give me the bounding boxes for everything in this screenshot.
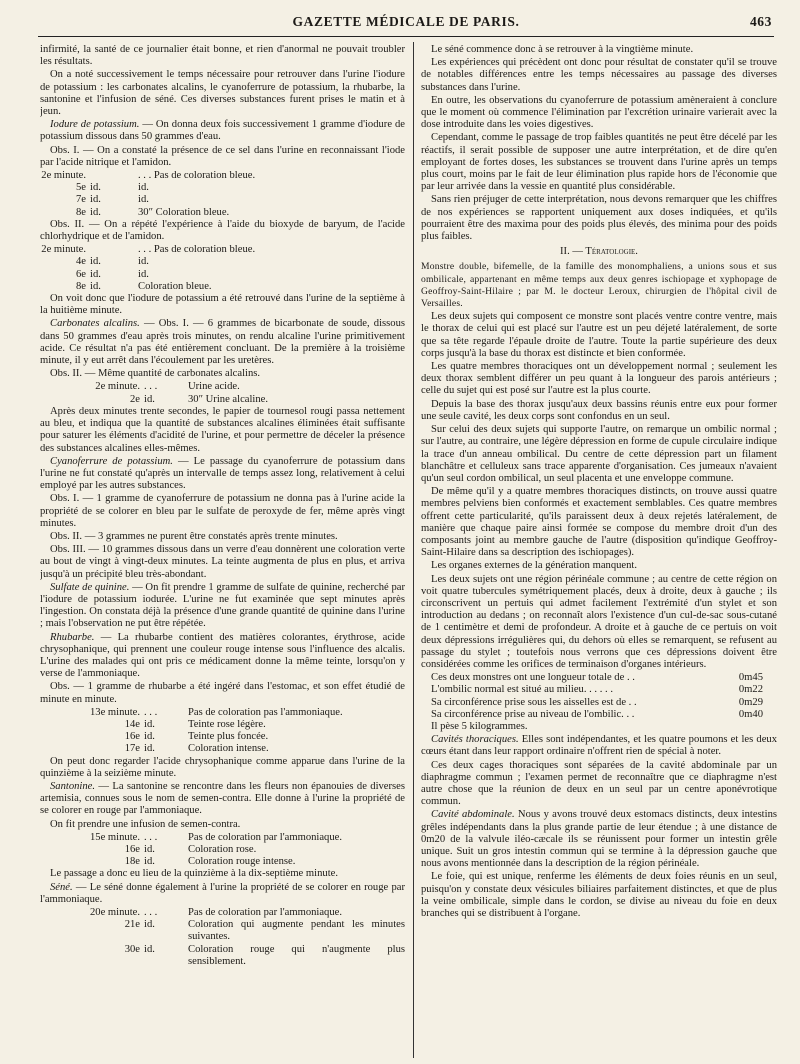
- observation-cell: . . .: [144, 381, 158, 393]
- paragraph-text: Monstre double, bifemelle, de la famille des monomphaliens, a unions sous et sus ombilicale, appartenant en même temps aux deux genres ischiopage et xyphopage de Geoffroy-Saint-Hilaire ; par M. le docteur Leroux, chirurgien de l'hôpital civil de Versailles.: [421, 261, 777, 310]
- paragraph-text: Les organes externes de la génération manquent.: [431, 560, 638, 572]
- section-heading: Sulfate de quinine.: [50, 581, 130, 593]
- observation-row: [40, 907, 405, 919]
- measurement-row: [421, 684, 777, 696]
- paragraph: [421, 261, 777, 310]
- observation-row: [40, 919, 405, 943]
- observation-cell: id.: [144, 856, 155, 868]
- section-heading: Carbonates alcalins.: [50, 318, 140, 330]
- observation-row: [40, 719, 405, 731]
- paragraph: [40, 681, 405, 705]
- paragraph-text: Obs. I. — On a constaté la présence de ce sel dans l'urine en reconnaissant l'iode par l'acide nitrique et l'amidon.: [40, 144, 405, 168]
- paragraph-text: Cependant, comme le passage de trop faibles quantités ne peut être décelé par les réactifs, il serait possible de supposer une autre interprétation, et de dire qu'en employant de fortes doses, les substances se trouvent dans l'urine après un temps plus court, moins par le fait de leur élimination plus rapide hors de l'économie que par leur arrivée dans la vessie en quantité plus considérable.: [421, 132, 777, 193]
- paragraph: [40, 632, 405, 681]
- observation-cell: 2e minute.: [41, 244, 86, 256]
- measurement-row: [421, 672, 777, 684]
- paragraph-text: Obs. II. — 3 grammes ne purent être constatés après trente minutes.: [50, 530, 338, 542]
- paragraph-text: — Le séné donne également à l'urine la propriété de se colorer en rouge par l'ammoniaque.: [40, 881, 405, 905]
- paragraph: [421, 721, 777, 733]
- observation-cell: 30″ Urine alcaline.: [188, 393, 269, 405]
- paragraph-text: infirmité, la santé de ce journalier était bonne, et rien d'anormal ne pouvait troubler les résultats.: [40, 44, 405, 68]
- observation-cell: 16e: [124, 731, 140, 743]
- section-heading: Cavité abdominale.: [431, 809, 515, 821]
- page-number: 463: [749, 14, 772, 29]
- paragraph-text: Les expériences qui précèdent ont donc pour résultat de constater qu'il se trouve de notables différences entre les temps nécessaires au passage des diverses substances dans l'urine.: [421, 57, 777, 93]
- paragraph: [421, 574, 777, 672]
- paragraph: [421, 424, 777, 485]
- paragraph: [40, 145, 405, 169]
- observation-cell: . . . Pas de coloration bleue.: [138, 244, 256, 256]
- paragraph-text: Obs. II. — Même quantité de carbonates alcalins.: [50, 368, 261, 380]
- observation-cell: 2e minute.: [41, 170, 86, 182]
- observation-cell: 2e minute.: [95, 381, 140, 393]
- observation-cell: id.: [144, 718, 155, 730]
- paragraph-text: — On donna deux fois successivement 1 gramme d'iodure de potassium dissous dans 50 grammes d'eau.: [40, 119, 405, 143]
- paragraph-text: Il pèse 5 kilogrammes.: [431, 720, 528, 732]
- observation-cell: id.: [138, 182, 149, 194]
- paragraph-text: — Le passage du cyanoferrure de potassium dans l'urine ne fut constaté qu'après un intervalle de temps assez long, relativement à celui employé par les autres substances.: [40, 455, 405, 492]
- paragraph: [40, 456, 405, 493]
- observation-row: [40, 170, 405, 182]
- paragraph: [421, 871, 777, 920]
- section-heading: Cavités thoraciques.: [431, 734, 519, 746]
- paragraph: [421, 809, 777, 870]
- section-title: II. — Tératologie.: [560, 246, 638, 258]
- observation-row: [40, 856, 405, 868]
- measurement-label: Ces deux monstres ont une longueur totale de . .: [431, 672, 635, 684]
- paragraph-text: Ces deux cages thoraciques sont séparées de la cavité abdominale par un diaphragme commun ; l'examen permet de reconnaître que ce diaphragme n'est autre chose que la réunion de deux en un seul par un centre aponévrotique commun.: [421, 759, 777, 808]
- observation-row: [40, 731, 405, 743]
- paragraph-text: Le passage a donc eu lieu de la quinzième à la dix-septième minute.: [50, 868, 338, 880]
- paragraph: [40, 544, 405, 581]
- paragraph: [40, 819, 405, 831]
- paragraph-text: Le séné commence donc à se retrouver à la vingtième minute.: [431, 44, 694, 55]
- paragraph-text: Les quatre membres thoraciques ont un développement normal ; seulement les deux thorax semblent différer un peu quant à la longueur des parois antérieurs ; celle du sujet qui est posé sur l'autre est la plus courte.: [421, 361, 777, 397]
- observation-row: [40, 207, 405, 219]
- paragraph-text: Sans rien préjuger de cette interprétation, nous devons remarquer que les chiffres de nos expériences se rapportent uniquement aux doses indiquées, et qu'ils pourraient être des maxima pour des poids plus élevés, des minima pour des poids plus faibles.: [421, 194, 777, 243]
- paragraph: [421, 311, 777, 360]
- paragraph: [40, 868, 405, 880]
- observation-cell: . . .: [144, 706, 158, 718]
- paragraph: [421, 361, 777, 398]
- paragraph: [40, 44, 405, 68]
- paragraph-text: On a noté successivement le temps nécessaire pour retrouver dans l'urine l'iodure de potassium : les carbonates alcalins, le cyanoferrure de potassium, la rhubarbe, la santonine et l'infusion de séné. Ces diverses substances furent prises le matin et à jeun.: [40, 69, 405, 118]
- observation-cell: id.: [90, 206, 101, 218]
- paragraph-text: Sur celui des deux sujets qui supporte l'autre, on remarque un ombilic normal ; sur l'autre, au contraire, une légère dépression en forme de cupule circulaire indique la trace d'un anneau ombilical. Du centre de cette dépression part un filament blanchâtre et celluleux sans trace apparente d'organisation. Ces jumeaux n'avaient qu'un seul cordon ombilical, un seul placenta et une enveloppe commune.: [421, 424, 777, 484]
- paragraph: [421, 95, 777, 132]
- paragraph: [421, 194, 777, 243]
- observation-cell: id.: [90, 280, 101, 292]
- paragraph-text: Les deux sujets ont une région périnéale commune ; au centre de cette région on voit quatre tubercules symétriquement placés, deux à droite, deux à gauche ; ils circonscrivent un pertuis qui admet facilement l'extrémité d'un stylet et son introduction au dedans ; on reconnaît alors l'existence d'un cul-de-sac sous-cutané de 1 centimètre et demi de profondeur. A droite et à gauche de ce pertuis on voit deux dépressions irrégulières qui, du dehors où elles se remarquent, se refusent au passage du stylet ; toutefois nous verrons que ces dépressions doivent être considérées comme les orifices de terminaison d'organes intérieurs.: [421, 573, 777, 670]
- observation-cell: 18e: [124, 856, 140, 868]
- observation-cell: 4e: [76, 256, 86, 268]
- observation-cell: 30e: [124, 943, 140, 955]
- paragraph-text: Obs. III. — 10 grammes dissous dans un verre d'eau donnèrent une coloration verte au bout de vingt à vingt-deux minutes. La teinte augmenta de plus en plus, et arriva jusqu'à un précipité bleu très-abondant.: [40, 544, 405, 580]
- paragraph: [40, 318, 405, 367]
- observation-cell: Urine acide.: [188, 381, 240, 393]
- measurement-row: [421, 697, 777, 709]
- right-column: [421, 44, 777, 1058]
- column-divider: [413, 42, 414, 1058]
- observation-cell: 21e: [124, 919, 140, 931]
- observation-cell: id.: [144, 919, 155, 931]
- observation-cell: 8e: [76, 206, 86, 218]
- paragraph-text: Elles sont indépendantes, et les quatre poumons et les deux cœurs étant dans leur rapport ordinaire n'offrent rien de spécial à noter.: [421, 734, 777, 758]
- measurement-label: L'ombilic normal est situé au milieu. . . . . .: [431, 684, 613, 696]
- observation-cell: 6e: [76, 268, 86, 280]
- paragraph: [40, 582, 405, 631]
- observation-cell: Coloration rouge qui n'augmente plus sensiblement.: [188, 943, 405, 967]
- observation-cell: id.: [138, 256, 149, 268]
- paragraph: [40, 493, 405, 530]
- observation-cell: . . . Pas de coloration bleue.: [138, 170, 256, 182]
- left-column: [40, 44, 405, 1058]
- observation-row: [40, 381, 405, 393]
- observation-cell: 14e: [124, 718, 140, 730]
- observation-cell: Coloration qui augmente pendant les minutes suivantes.: [188, 919, 405, 943]
- paragraph-text: Nous y avons trouvé deux estomacs distincts, deux intestins grêles indépendants dans la plus grande partie de leur étendue ; à une distance de 0m20 de la valvule iléo-cæcale ils se réunissent pour former un intestin grêle unique. Suit un gros intestin commun qui se termine à la dépression gauche que nous avons mentionnée dans la description de la région périnéale.: [421, 809, 777, 870]
- observation-cell: 13e minute.: [89, 706, 140, 718]
- observation-cell: id.: [90, 256, 101, 268]
- measurement-value: 0m22: [738, 684, 763, 696]
- observation-cell: . . .: [144, 907, 158, 919]
- paragraph-text: Obs. II. — On a répété l'expérience à l'aide du bioxyde de baryum, de l'acide chlorhydrique et de l'amidon.: [40, 218, 405, 243]
- observation-cell: id.: [144, 943, 155, 955]
- observation-cell: 5e: [76, 182, 86, 194]
- observation-cell: Pas de coloration par l'ammoniaque.: [188, 907, 343, 919]
- observation-cell: Teinte rose légère.: [188, 718, 266, 730]
- paragraph-text: — On fit prendre 1 gramme de sulfate de quinine, recherché par l'iodure de potassium iodurée. L'urine ne fut examinée que sept minutes après l'ingestion. On constata déjà la présence d'une grande quantité de quinine dans l'urine ; mais l'observation ne put être répétée.: [40, 581, 405, 630]
- observation-row: [40, 281, 405, 293]
- paragraph: [421, 486, 777, 559]
- paragraph-text: On fit prendre une infusion de semen-contra.: [50, 818, 241, 830]
- observation-cell: id.: [144, 393, 155, 405]
- observation-row: [40, 244, 405, 256]
- measurement-label: Sa circonférence prise au niveau de l'ombilic. . .: [431, 708, 635, 720]
- observation-cell: 16e: [124, 844, 140, 855]
- measurement-row: [421, 709, 777, 721]
- observation-cell: Pas de coloration par l'ammoniaque.: [188, 831, 343, 843]
- observation-cell: 2e: [130, 393, 140, 405]
- section-heading: Santonine.: [50, 780, 96, 792]
- paragraph: [40, 756, 405, 780]
- paragraph-text: On peut donc regarder l'acide chrysophanique comme apparue dans l'urine de la quinzième à la seizième minute.: [40, 755, 405, 779]
- paragraph: [421, 57, 777, 94]
- paragraph-text: Depuis la base des thorax jusqu'aux deux bassins réunis entre eux pour former une seule cavité, les deux corps sont confondus en un seul.: [421, 398, 777, 422]
- observation-cell: id.: [90, 268, 101, 280]
- paragraph: [421, 560, 777, 572]
- observation-row: [40, 707, 405, 719]
- observation-cell: 7e: [76, 194, 86, 206]
- paragraph-text: Obs. — 1 gramme de rhubarbe a été ingéré dans l'estomac, et son effet étudié de minute en minute.: [40, 681, 405, 705]
- paragraph: [421, 760, 777, 809]
- section-heading: Iodure de potassium.: [50, 119, 140, 131]
- paragraph: [40, 781, 405, 818]
- paragraph: [40, 219, 405, 243]
- observation-cell: id.: [144, 743, 155, 755]
- page-header: [38, 12, 774, 37]
- observation-row: [40, 194, 405, 206]
- observation-cell: id.: [138, 268, 149, 280]
- paragraph-text: — La santonine se rencontre dans les fleurs non épanouies de diverses artemisia, connues sous le nom de semen-contra. Elle donne à l'urine la propriété de se colorer en rouge par l'ammoniaque.: [40, 780, 405, 817]
- measurement-label: Sa circonférence prise sous les aisselles est de . .: [431, 696, 637, 708]
- observation-row: [40, 182, 405, 194]
- observation-cell: Coloration intense.: [188, 743, 269, 755]
- paragraph: [40, 119, 405, 143]
- observation-row: [40, 844, 405, 856]
- observation-cell: id.: [144, 731, 155, 743]
- observation-cell: 8e: [76, 280, 86, 292]
- observation-row: [40, 944, 405, 968]
- paragraph-text: Après deux minutes trente secondes, le papier de tournesol rougi passa nettement au bleu, et indiqua que la quantité de substances alcalines éliminées était suffisante pour saturer les éléments d'acidité de l'urine, et pour permettre de déceler la présence des substances alcalines elles-mêmes.: [40, 405, 405, 454]
- section-heading: Séné.: [50, 881, 73, 893]
- measurement-value: 0m29: [738, 696, 763, 708]
- paragraph-text: — Obs. I. — 6 grammes de bicarbonate de soude, dissous dans 50 grammes d'eau après trois minutes, on rendu alcaline l'urine primitivement acide. Ce résultat n'a pas été entièrement concluant. De la première à la troisième minute, il y eut arrêt dans l'écoulement par les uretères.: [40, 318, 405, 367]
- paragraph: [40, 406, 405, 455]
- paragraph: [421, 399, 777, 423]
- paragraph: [40, 531, 405, 543]
- observation-row: [40, 394, 405, 406]
- paragraph: [421, 132, 777, 193]
- observation-cell: . . .: [144, 831, 158, 843]
- measurement-value: 0m40: [738, 708, 763, 720]
- observation-cell: Coloration rose.: [188, 844, 257, 855]
- paragraph-text: De même qu'il y a quatre membres thoraciques distincts, on trouve aussi quatre membres pelviens bien conformés et exactement semblables. Ces quatre membres offrent cette particularité, qu'ils paraissent deux à deux rejetés latéralement, de manière que chaque paire ainsi formée se compose du membre droit d'un des composants joint au membre gauche de l'autre (disposition qu'indique Geoffroy-Saint-Hilaire dans sa description des ischiopages).: [421, 486, 777, 559]
- measurement-value: 0m45: [738, 672, 763, 684]
- observation-cell: id.: [90, 194, 101, 206]
- paragraph-text: — La rhubarbe contient des matières colorantes, érythrose, acide chrysophanique, qui prennent une couleur rouge intense sous l'influence des alcalis. L'urine des malades qui ont pris ce médicament donne la même teinte, lorsqu'on y verse de l'ammoniaque.: [40, 631, 405, 680]
- observation-cell: 15e minute.: [89, 831, 140, 843]
- paragraph-text: Obs. I. — 1 gramme de cyanoferrure de potassium ne donna pas à l'urine acide la propriété de se colorer en bleu par le sulfate de peroxyde de fer, même après vingt minutes.: [40, 493, 405, 529]
- observation-cell: Pas de coloration pas l'ammoniaque.: [188, 706, 343, 718]
- paragraph: [40, 368, 405, 380]
- paragraph: [40, 293, 405, 317]
- observation-cell: Coloration bleue.: [138, 280, 212, 292]
- paragraph-text: En outre, les observations du cyanoferrure de potassium amèneraient à conclure que le moment où commence l'élimination par l'excrétion urinaire varierait avec la dose introduite dans les voies digestives.: [421, 94, 777, 131]
- paragraph: [40, 882, 405, 906]
- observation-row: [40, 269, 405, 281]
- observation-cell: Coloration rouge intense.: [188, 856, 296, 868]
- journal-title: GAZETTE MÉDICALE DE PARIS.: [292, 14, 520, 29]
- paragraph-text: On voit donc que l'iodure de potassium a été retrouvé dans l'urine de la septième à la huitième minute.: [40, 293, 405, 317]
- observation-cell: id.: [138, 194, 149, 206]
- section-heading: Cyanoferrure de potassium.: [50, 455, 173, 467]
- paragraph: [421, 44, 777, 56]
- observation-cell: id.: [144, 844, 155, 855]
- paragraph-text: Les deux sujets qui composent ce monstre sont placés ventre contre ventre, mais le thorax de celui qui est placé sur l'autre est un peu déjeté latéralement, de sorte que sa tête regarde l'épaule droite de l'autre. Toute la partie supérieure des deux corps jusqu'à la base du thorax est distincte et bien conformée.: [421, 311, 777, 359]
- paragraph: [421, 734, 777, 758]
- observation-row: [40, 256, 405, 268]
- paragraph-text: Le foie, qui est unique, renferme les éléments de deux foies réunis en un seul, puisqu'on y constate deux vésicules biliaires parfaitement distinctes, et que de plus la veine ombilicale, simple dans le cordon, se divise au niveau du foie en deux branches qui se distribuent à l'organe.: [421, 871, 777, 920]
- observation-row: [40, 832, 405, 844]
- section-heading: Rhubarbe.: [50, 631, 95, 643]
- observation-cell: id.: [90, 182, 101, 194]
- paragraph: [40, 69, 405, 118]
- observation-cell: 17e: [124, 743, 140, 755]
- observation-row: [40, 743, 405, 755]
- observation-cell: 30″ Coloration bleue.: [138, 206, 230, 218]
- observation-cell: Teinte plus foncée.: [188, 731, 269, 743]
- observation-cell: 20e minute.: [89, 907, 140, 919]
